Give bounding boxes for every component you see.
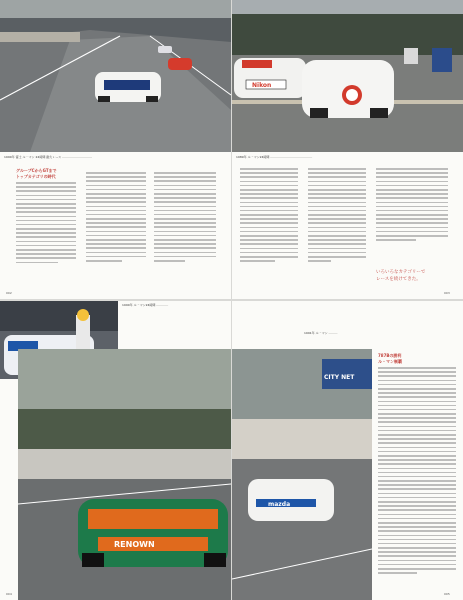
spread-page-top-left xyxy=(0,0,231,299)
banner-text: CITY NET xyxy=(324,374,355,381)
page-number: 004 xyxy=(6,592,12,596)
pit-lane-photo xyxy=(232,0,463,152)
white-mazda-car xyxy=(248,479,334,521)
car-sponsor-text: RENOWN xyxy=(114,540,155,549)
body-text-column xyxy=(378,367,456,589)
section-heading-line2: トップカテゴリの時代 xyxy=(16,174,56,179)
page-number: 002 xyxy=(6,291,12,295)
pull-quote-line2: レースを続けてきた。 xyxy=(376,277,421,282)
body-text-column xyxy=(376,168,448,264)
inset-caption: 1990年 ル・マン24時間 ………… xyxy=(122,303,169,307)
page-number: 003 xyxy=(444,291,450,295)
photo-caption: 1991年 ル・マン ……… xyxy=(304,331,338,335)
body-text-column xyxy=(86,172,146,284)
mazda-787b-photo xyxy=(18,349,231,600)
mazda-pit-photo xyxy=(232,349,372,600)
track-illustration xyxy=(0,0,231,152)
body-text-column xyxy=(16,182,76,282)
white-front-car xyxy=(302,60,394,118)
mazda-pit-illustration xyxy=(232,349,372,600)
car-sponsor-text: Nikon xyxy=(252,82,272,89)
pit-lane-illustration xyxy=(232,0,463,152)
spread-page-bottom-left xyxy=(0,301,231,600)
mazda-787b-illustration xyxy=(18,349,231,600)
photo-caption: 1989年 ル・マン24時間 …………………………………… xyxy=(236,155,313,159)
body-text-column xyxy=(240,168,298,286)
section-heading: 787Bの勝利 xyxy=(378,353,402,358)
photo-caption: 1990年 富士 ル・マン 24時間 耐久レース ………………………… xyxy=(4,155,93,159)
white-nikon-car xyxy=(234,58,306,98)
pull-quote: いろいろなカテゴリーで xyxy=(376,270,426,275)
section-heading-line2: ル・マン制覇 xyxy=(378,359,402,364)
mazda-race-car xyxy=(78,499,228,567)
page-number: 005 xyxy=(444,592,450,596)
body-text-column xyxy=(308,168,366,286)
body-text-column xyxy=(154,172,216,284)
car-sponsor-text: mazda xyxy=(268,501,291,508)
white-race-car xyxy=(95,72,161,102)
section-heading: グループCからGTまで xyxy=(16,168,57,173)
spread-page-bottom-right xyxy=(232,301,463,600)
race-track-photo xyxy=(0,0,231,152)
spread-page-top-right xyxy=(232,0,463,299)
red-race-car xyxy=(168,58,192,70)
